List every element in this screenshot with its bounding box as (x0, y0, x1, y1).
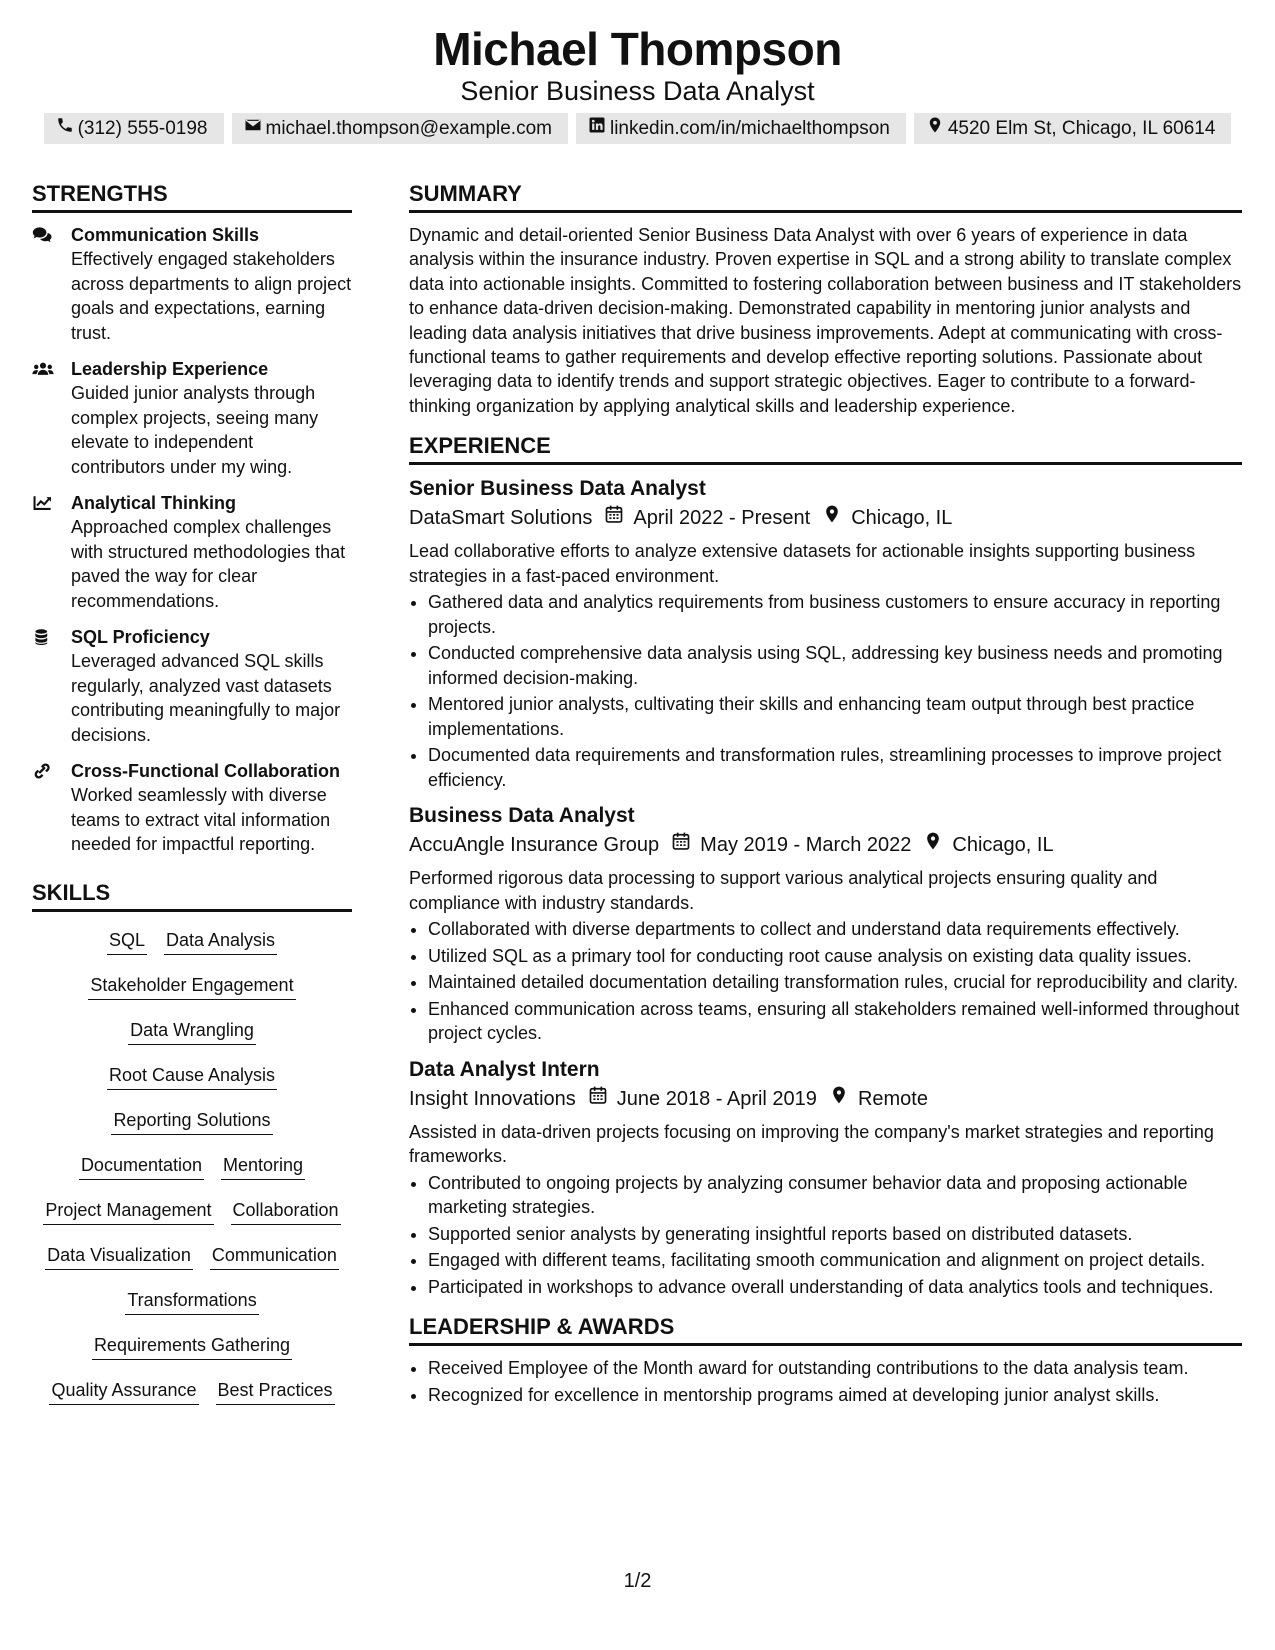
skills-row (32, 928, 352, 973)
job-bullet: • Documented data requirements and transformation rules, streamlining processes to improve project efficiency. (428, 743, 1242, 792)
job-bullet: • Collaborated with diverse departments to collect and understand data requirements effectively. (428, 917, 1242, 942)
skill-tag: Data Visualization (45, 1243, 193, 1270)
skill-tag: SQL (107, 928, 147, 955)
job-bullet: • Enhanced communication across teams, ensuring all stakeholders remained well-informed throughout project cycles. (428, 997, 1242, 1046)
skills-row (32, 1018, 352, 1063)
skill-tag: Best Practices (216, 1378, 335, 1405)
contact-linkedin-text: linkedin.com/in/michaelthompson (609, 117, 890, 139)
skills-row (32, 1288, 352, 1333)
skill-tag: Transformations (125, 1288, 258, 1315)
strength-description: Leveraged advanced SQL skills regularly, analyzed vast datasets contributing meaningfully to major decisions. (71, 651, 341, 745)
map-pin-icon (911, 830, 952, 860)
strength-item (32, 491, 352, 613)
job-bullet: • Supported senior analysts by generating insightful reports based on distributed datasets. (428, 1222, 1242, 1247)
right-column (409, 180, 1242, 1409)
skill-tag: Project Management (43, 1198, 213, 1225)
job-bullet: • Mentored junior analysts, cultivating their skills and enhancing team output through best practice implementations. (428, 692, 1242, 741)
job-title: Senior Business Data Analyst (409, 477, 706, 501)
job-company: DataSmart Solutions (409, 507, 593, 530)
job-bullets (409, 1171, 1242, 1300)
strength-description: Effectively engaged stakeholders across departments to align project goals and expectations, earning trust. (71, 249, 352, 343)
strength-item (32, 223, 352, 345)
left-column (32, 180, 352, 1423)
map-pin-icon (810, 503, 851, 533)
map-pin-icon (817, 1084, 858, 1114)
comments-icon (32, 223, 71, 345)
job-entry (409, 475, 1242, 792)
strength-item (32, 759, 352, 857)
skills-row (32, 1378, 352, 1423)
skill-tag: Quality Assurance (49, 1378, 198, 1405)
contact-email[interactable] (232, 113, 568, 144)
strength-title: Communication Skills (71, 225, 260, 245)
job-bullet: • Engaged with different teams, facilitating smooth communication and alignment on project details. (428, 1248, 1242, 1273)
skill-tag: Communication (210, 1243, 339, 1270)
skills-row (32, 1153, 352, 1198)
awards-list (409, 1356, 1242, 1407)
users-icon (32, 357, 71, 479)
job-location: Remote (857, 1087, 928, 1110)
database-icon (32, 625, 71, 747)
strength-item (32, 357, 352, 479)
skills-row (32, 973, 352, 1018)
skills-row (32, 1333, 352, 1378)
strength-description: Worked seamlessly with diverse teams to extract vital information needed for impactful reporting. (71, 785, 331, 854)
summary-heading: SUMMARY (409, 180, 1242, 213)
skills-row (32, 1243, 352, 1288)
job-dates: June 2018 - April 2019 (616, 1087, 817, 1110)
job-dates: April 2022 - Present (633, 507, 811, 530)
award-item: • Recognized for excellence in mentorship programs aimed at developing junior analyst skills. (428, 1383, 1242, 1408)
page-number: 1/2 (623, 1570, 652, 1592)
job-location: Chicago, IL (851, 507, 953, 530)
job-bullet: • Gathered data and analytics requirements from business customers to ensure accuracy in reporting projects. (428, 590, 1242, 639)
job-title: Business Data Analyst (409, 804, 635, 828)
skill-tag: Documentation (79, 1153, 204, 1180)
job-description: Assisted in data-driven projects focusing on improving the company's market strategies and reporting frameworks. (409, 1121, 1214, 1167)
skills-row (32, 1063, 352, 1108)
skills-row (32, 1198, 352, 1243)
job-bullet: • Maintained detailed documentation detailing transformation rules, crucial for reproducibility and clarity. (428, 970, 1242, 995)
job-dates: May 2019 - March 2022 (700, 834, 912, 857)
job-description: Lead collaborative efforts to analyze extensive datasets for actionable insights supporting business strategies in a fast-paced environment. (409, 541, 1196, 586)
calendar-icon (576, 1084, 617, 1114)
contact-email-text: michael.thompson@example.com (265, 117, 552, 139)
skills-heading: SKILLS (32, 879, 352, 912)
contact-address[interactable] (914, 113, 1232, 144)
strength-description: Approached complex challenges with structured methodologies that paved the way for clear recommendations. (71, 517, 346, 611)
strengths-heading: STRENGTHS (32, 180, 352, 213)
job-entry (409, 1056, 1242, 1300)
skill-tag: Reporting Solutions (111, 1108, 272, 1135)
job-entry (409, 802, 1242, 1046)
award-item: • Received Employee of the Month award for outstanding contributions to the data analysis team. (428, 1356, 1242, 1381)
strength-item (32, 625, 352, 747)
skill-tag: Mentoring (221, 1153, 305, 1180)
strength-title: Leadership Experience (71, 359, 269, 379)
job-meta (409, 1084, 1242, 1114)
skill-tag: Collaboration (231, 1198, 341, 1225)
job-company: AccuAngle Insurance Group (409, 834, 660, 857)
contact-phone-text: (312) 555-0198 (77, 117, 208, 139)
calendar-icon (659, 830, 700, 860)
skill-tag: Stakeholder Engagement (88, 973, 295, 1000)
job-location: Chicago, IL (952, 834, 1054, 857)
skills-list (32, 922, 352, 1423)
skill-tag: Data Wrangling (128, 1018, 256, 1045)
skill-tag: Root Cause Analysis (107, 1063, 277, 1090)
job-title: Data Analyst Intern (409, 1057, 600, 1081)
linkedin-icon (588, 116, 606, 141)
job-meta (409, 503, 1242, 533)
job-bullet: • Utilized SQL as a primary tool for conducting root cause analysis on existing data quality issues. (428, 944, 1242, 969)
phone-icon (56, 116, 74, 141)
job-bullet: • Contributed to ongoing projects by analyzing consumer behavior data and proposing actionable marketing strategies. (428, 1171, 1242, 1220)
strength-title: SQL Proficiency (71, 627, 210, 647)
candidate-title: Senior Business Data Analyst (460, 76, 815, 106)
chart-line-icon (32, 491, 71, 613)
summary-text: Dynamic and detail-oriented Senior Business Data Analyst with over 6 years of experience in data analysis within the insurance industry. Proven expertise in SQL and a strong ability to translate complex data into actionable insights. Committed to fostering collaboration between business and IT stakeholders to enhance data-driven decision-making. Demonstrated capability in mentoring junior analysts and leading data analysis initiatives that drive business improvements. Adept at communicating with cross-functional teams to gather requirements and develop effective reporting solutions. Passionate about leveraging data to identify trends and support strategic objectives. Eager to contribute to a forward-thinking organization by applying analytical skills and leadership experience. (409, 225, 1242, 416)
job-company: Insight Innovations (409, 1087, 576, 1110)
strength-title: Analytical Thinking (71, 493, 237, 513)
skills-row (32, 1108, 352, 1153)
job-bullets (409, 917, 1242, 1046)
contact-bar (0, 113, 1275, 144)
skill-tag: Requirements Gathering (92, 1333, 292, 1360)
strength-description: Guided junior analysts through complex projects, seeing many elevate to independent contributors under my wing. (71, 383, 319, 477)
job-meta (409, 830, 1242, 860)
job-bullet: • Participated in workshops to advance overall understanding of data analytics tools and techniques. (428, 1275, 1242, 1300)
contact-linkedin[interactable] (576, 113, 906, 144)
contact-address-text: 4520 Elm St, Chicago, IL 60614 (947, 117, 1216, 139)
awards-heading: LEADERSHIP & AWARDS (409, 1313, 1242, 1346)
candidate-name: Michael Thompson (433, 23, 842, 75)
job-description: Performed rigorous data processing to support various analytical projects ensuring quality and compliance with industry standards. (409, 868, 1158, 913)
map-pin-icon (926, 116, 944, 141)
experience-heading: EXPERIENCE (409, 432, 1242, 465)
job-bullet: • Conducted comprehensive data analysis using SQL, addressing key business needs and promoting informed decision-making. (428, 641, 1242, 690)
link-icon (32, 759, 71, 857)
strength-title: Cross-Functional Collaboration (71, 761, 341, 781)
envelope-icon (244, 116, 262, 141)
skill-tag: Data Analysis (164, 928, 277, 955)
calendar-icon (592, 503, 633, 533)
contact-phone[interactable] (44, 113, 224, 144)
job-bullets (409, 590, 1242, 792)
